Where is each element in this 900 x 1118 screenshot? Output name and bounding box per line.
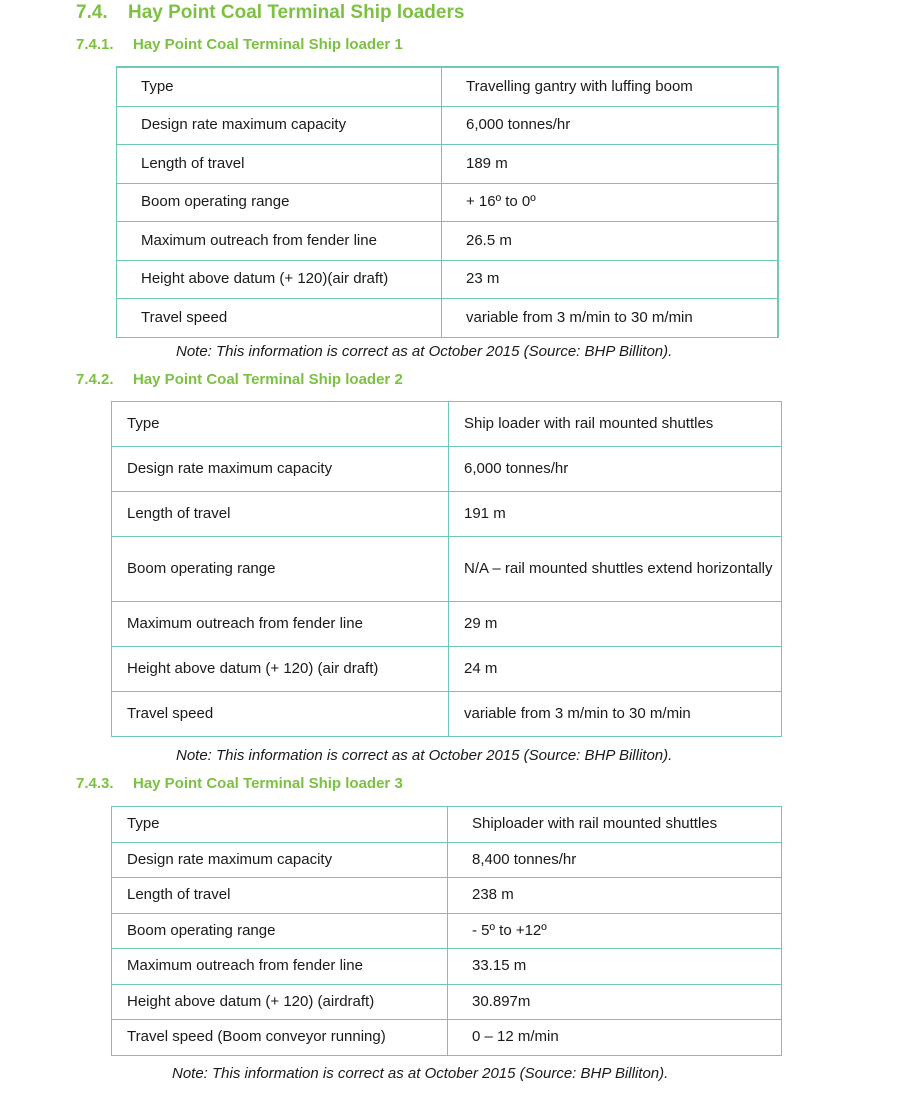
row-value: 6,000 tonnes/hr [449,447,782,492]
ship-loader-2-table [111,401,782,737]
source-note: Note: This information is correct as at October 2015 (Source: BHP Billiton). [176,747,673,764]
row-value: 33.15 m [448,949,782,985]
row-value: 23 m [442,260,778,299]
subsection-heading-3 [76,775,403,792]
table-row [112,602,782,647]
table-row [112,913,782,949]
table-row [112,537,782,602]
row-label: Boom operating range [117,183,442,222]
table-row [112,878,782,914]
table-row [117,67,778,106]
table-row [117,299,778,338]
row-label: Travel speed [117,299,442,338]
row-label: Maximum outreach from fender line [112,602,449,647]
row-label: Type [112,807,448,843]
row-label: Maximum outreach from fender line [117,222,442,261]
subsection-heading-1 [76,36,403,53]
table-row [112,1020,782,1056]
subsection-title: Hay Point Coal Terminal Ship loader 3 [133,775,403,792]
row-value: N/A – rail mounted shuttles extend horizontally [449,537,782,602]
row-value: 24 m [449,647,782,692]
row-value: 191 m [449,492,782,537]
table-row [117,260,778,299]
table-row [112,647,782,692]
row-value: 30.897m [448,984,782,1020]
row-label: Design rate maximum capacity [112,842,448,878]
section-title: Hay Point Coal Terminal Ship loaders [128,2,465,23]
table-row [112,402,782,447]
subsection-number: 7.4.3. [76,775,114,792]
row-label: Boom operating range [112,913,448,949]
row-label: Length of travel [112,492,449,537]
row-value: - 5º to +12º [448,913,782,949]
table-row [112,807,782,843]
table-row [117,145,778,184]
ship-loader-3-table [111,806,782,1056]
subsection-number: 7.4.1. [76,36,114,53]
row-value: 6,000 tonnes/hr [442,106,778,145]
section-heading [76,2,464,24]
row-value: 8,400 tonnes/hr [448,842,782,878]
row-label: Type [117,67,442,106]
table-row [112,949,782,985]
row-value: Ship loader with rail mounted shuttles [449,402,782,447]
source-note: Note: This information is correct as at October 2015 (Source: BHP Billiton). [176,343,673,360]
row-value: Travelling gantry with luffing boom [442,67,778,106]
table-row [112,984,782,1020]
table-row [112,492,782,537]
row-value: variable from 3 m/min to 30 m/min [442,299,778,338]
row-label: Length of travel [117,145,442,184]
row-label: Height above datum (+ 120) (airdraft) [112,984,448,1020]
row-value: 29 m [449,602,782,647]
row-value: 0 – 12 m/min [448,1020,782,1056]
row-value: variable from 3 m/min to 30 m/min [449,692,782,737]
subsection-title: Hay Point Coal Terminal Ship loader 1 [133,36,403,53]
table-row [112,692,782,737]
row-label: Maximum outreach from fender line [112,949,448,985]
row-label: Type [112,402,449,447]
row-label: Height above datum (+ 120) (air draft) [112,647,449,692]
ship-loader-1-table [116,66,779,338]
table-row [117,222,778,261]
row-value: 238 m [448,878,782,914]
row-label: Design rate maximum capacity [112,447,449,492]
table-row [117,106,778,145]
source-note: Note: This information is correct as at October 2015 (Source: BHP Billiton). [172,1065,669,1082]
table-row [117,183,778,222]
row-label: Height above datum (+ 120)(air draft) [117,260,442,299]
row-value: + 16º to 0º [442,183,778,222]
row-value: Shiploader with rail mounted shuttles [448,807,782,843]
row-value: 26.5 m [442,222,778,261]
row-label: Design rate maximum capacity [117,106,442,145]
subsection-title: Hay Point Coal Terminal Ship loader 2 [133,371,403,388]
section-number: 7.4. [76,2,108,23]
row-label: Travel speed [112,692,449,737]
table-row [112,447,782,492]
table-row [112,842,782,878]
row-label: Boom operating range [112,537,449,602]
row-label: Length of travel [112,878,448,914]
subsection-number: 7.4.2. [76,371,114,388]
row-value: 189 m [442,145,778,184]
subsection-heading-2 [76,371,403,388]
row-label: Travel speed (Boom conveyor running) [112,1020,448,1056]
